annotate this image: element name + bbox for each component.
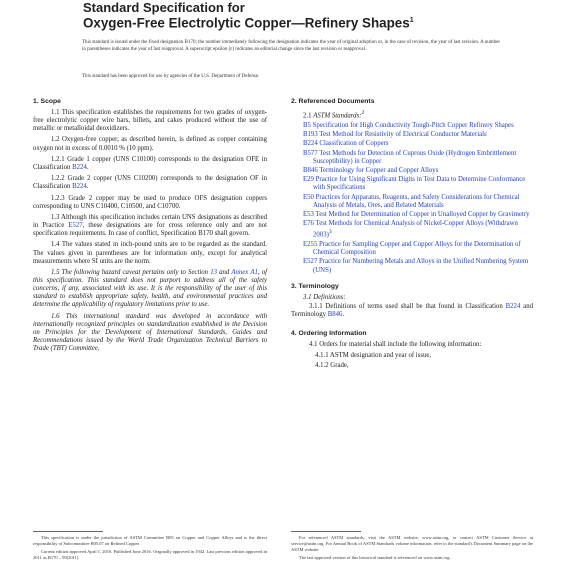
section-heading-ordering-information: 4. Ordering Information <box>291 329 367 337</box>
text: 1.5 The following hazard caveat pertains only to Section <box>51 268 211 276</box>
reference-title[interactable]: Specification for High Conductivity Tough-Pitch Copper Refinery Shapes <box>310 121 514 129</box>
right-column <box>291 97 533 371</box>
link-section-13[interactable]: 13 <box>210 268 217 276</box>
reference-code[interactable]: E76 <box>303 220 314 228</box>
footnote-rule-left <box>33 531 103 532</box>
link-b224[interactable]: B224 <box>505 303 521 311</box>
reference-item[interactable] <box>291 122 533 130</box>
text: and <box>217 268 232 276</box>
text: , these designations are for cross reference only and are not specification requirements. In case of conflict, Specification B170 shall govern. <box>33 222 268 238</box>
doc-title-line1: Standard Specification for <box>83 0 245 15</box>
paragraph-4-1-1: 4.1.1 ASTM designation and year of issue, <box>315 352 432 360</box>
text: 3.1 Definitions: <box>303 293 346 301</box>
reference-code[interactable]: B846 <box>303 167 318 175</box>
footnote-edition: Current edition approved April 1, 2016. Published June 2016. Originally approved in 1942. Last previous edition approved in 2011 as B170 – 99(2011). <box>33 549 267 560</box>
reference-item[interactable] <box>291 241 533 257</box>
footnotes-left <box>33 535 267 563</box>
reference-code[interactable]: E527 <box>303 258 318 266</box>
text: 1.2.2 Grade 2 copper (UNS C10200) corresponds to the designation OF in Classification <box>33 175 267 191</box>
reference-title[interactable]: Classification of Coppers <box>317 140 389 148</box>
reference-title[interactable]: Test Methods for Detection of Cuprous Oxide (Hydrogen Embrittlement Susceptibility) in Copper <box>313 149 517 165</box>
reference-title[interactable]: Practice for Using Significant Digits in Test Data to Determine Conformance with Specifications <box>313 176 526 192</box>
link-b224[interactable]: B224 <box>72 163 87 171</box>
left-column <box>33 97 267 356</box>
doc-title-text: Oxygen-Free Electrolytic Copper—Refinery Shapes <box>83 15 410 31</box>
paragraph-1-5 <box>33 269 267 309</box>
title-footnote-mark: 1 <box>409 17 414 24</box>
reference-title[interactable]: Test Method for Resistivity of Electrical Conductor Materials <box>317 131 487 139</box>
paragraph-1-3 <box>33 214 267 238</box>
doc-title-line2 <box>83 13 523 30</box>
link-annex-a1[interactable]: Annex A1 <box>231 268 258 276</box>
paragraph-4-1: 4.1 Orders for material shall include the following information: <box>309 340 482 348</box>
reference-code[interactable]: B5 <box>303 121 311 129</box>
paragraph-4-1-2: 4.1.2 Grade, <box>315 361 349 369</box>
paragraph-1-2-2: 1.2.2 Grade 2 copper (UNS C10200) corresponds to the designation OF in Classification B224. <box>33 175 267 191</box>
section-heading-scope: 1. Scope <box>33 98 61 105</box>
section-heading-referenced-documents: 2. Referenced Documents <box>291 98 375 105</box>
link-b224[interactable]: B224 <box>72 183 87 191</box>
paragraph-1-1: 1.1 This specification establishes the requirements for two grades of oxygen-free electrolytic copper wire bars, billets, and cakes produced without the use of metallic or metalloidal deoxidizers. <box>33 109 267 133</box>
reference-item[interactable] <box>291 194 533 210</box>
reference-item[interactable] <box>291 258 533 274</box>
footnote-3: The last approved version of this historical standard is referenced on www.astm.org. <box>299 555 451 560</box>
reference-item[interactable] <box>291 131 533 139</box>
designation-note: This standard is issued under the fixed designation B170; the number immediately following the designation indicates the year of original adoption or, in the case of revision, the year of last revision. A number in parentheses indicates the year of last reapproval. A superscript epsilon (ε) indicates an editorial change since the last revision or reapproval. <box>82 40 500 52</box>
text: , of this specification. This standard does not purport to address all of the safety concerns, if any, associated with its use. It is the responsibility of the user of this standard to establish appropriate safety, health, and environmental practices and determine the applicability of regulatory limitations prior to use. <box>33 268 268 309</box>
footnote-mark: 2 <box>361 110 365 116</box>
footnote-rule-right <box>291 531 361 532</box>
paragraph-3-1 <box>291 294 533 302</box>
reference-item[interactable] <box>291 211 533 219</box>
paragraph-2-1 <box>291 109 533 120</box>
paragraph-1-2-1: 1.2.1 Grade 1 copper (UNS C10100) corresponds to the designation OFE in Classification B224. <box>33 155 267 171</box>
footnote-2: For referenced ASTM standards, visit the ASTM website, www.astm.org, or contact ASTM Customer Service at service@astm.org. For Annual Book of ASTM Standards volume information, refer to the standard's Document Summary page on the ASTM website. <box>291 535 533 552</box>
paragraph-3-1-1 <box>291 303 533 319</box>
text: 2.1 <box>303 112 314 120</box>
reference-title[interactable]: Test Method for Determination of Copper in Unalloyed Copper by Gravimetry <box>313 211 530 219</box>
reference-code[interactable]: B224 <box>303 140 318 148</box>
reference-item[interactable] <box>291 167 533 175</box>
reference-item[interactable] <box>291 140 533 148</box>
astm-standards-label: ASTM Standards: <box>313 112 362 120</box>
reference-title[interactable]: Test Methods for Chemical Analysis of Nickel-Copper Alloys (Withdrawn 2003) <box>313 220 518 239</box>
text: 1.2.1 Grade 1 copper (UNS C10100) corresponds to the designation OFE in Classification <box>33 155 267 171</box>
reference-title[interactable]: Practice for Sampling Copper and Copper Alloys for the Determination of Chemical Composition <box>313 241 521 257</box>
reference-code[interactable]: E29 <box>303 176 314 184</box>
text: 3.1.1 Definitions of terms used shall be that found in Classification <box>309 303 506 311</box>
text: and Terminology <box>291 303 533 319</box>
reference-code[interactable]: E255 <box>303 241 318 249</box>
footnote-mark: 3 <box>328 229 332 236</box>
reference-list <box>291 122 533 275</box>
reference-code[interactable]: B577 <box>303 149 318 157</box>
section-heading-terminology: 3. Terminology <box>291 282 339 290</box>
text: . <box>342 311 345 319</box>
reference-item[interactable] <box>291 220 533 239</box>
footnotes-right <box>291 535 533 563</box>
reference-code[interactable]: E50 <box>303 193 314 201</box>
reference-code[interactable]: B193 <box>303 131 318 139</box>
text: 1.3 Although this specification includes certain UNS designations as described in Practice <box>33 213 267 230</box>
reference-title[interactable]: Terminology for Copper and Copper Alloys <box>317 167 439 175</box>
approval-note: This standard has been approved for use by agencies of the U.S. Department of Defense. <box>82 74 260 79</box>
reference-title[interactable]: Practice for Numbering Metals and Alloys in the Unified Numbering System (UNS) <box>313 258 529 274</box>
paragraph-1-6: 1.6 This international standard was developed in accordance with internationally recognized principles on standardization established in the Decision on Principles for the Development of International Standards, Guides and Recommendations issued by the World Trade Organization Technical Barriers to Trade (TBT) Committee. <box>33 312 267 352</box>
link-e527[interactable]: E527 <box>68 222 83 230</box>
paragraph-1-2-3: 1.2.3 Grade 2 copper may be used to produce OFS designation coppers corresponding to UNS C10400, C10500, and C10700. <box>33 194 267 210</box>
reference-title[interactable]: Practices for Apparatus, Reagents, and Safety Considerations for Chemical Analysis of Metals, Ores, and Related Materials <box>313 193 520 209</box>
reference-item[interactable] <box>291 150 533 166</box>
reference-item[interactable] <box>291 176 533 192</box>
paragraph-1-4: 1.4 The values stated in inch-pound units are to be regarded as the standard. The values given in parentheses are for information only, except for analytical measurements where SI units are the norm. <box>33 241 267 265</box>
footnote-1: This specification is under the jurisdiction of ASTM Committee B05 on Copper and Copper Alloys and is the direct responsibility of Subcommittee B05.07 on Refined Copper. <box>33 535 267 546</box>
reference-code[interactable]: E53 <box>303 211 314 219</box>
link-b846[interactable]: B846 <box>327 311 343 319</box>
paragraph-1-2: 1.2 Oxygen-free copper, as described herein, is defined as copper containing oxygen not in excess of 0.0010 % (10 ppm). <box>33 136 267 152</box>
